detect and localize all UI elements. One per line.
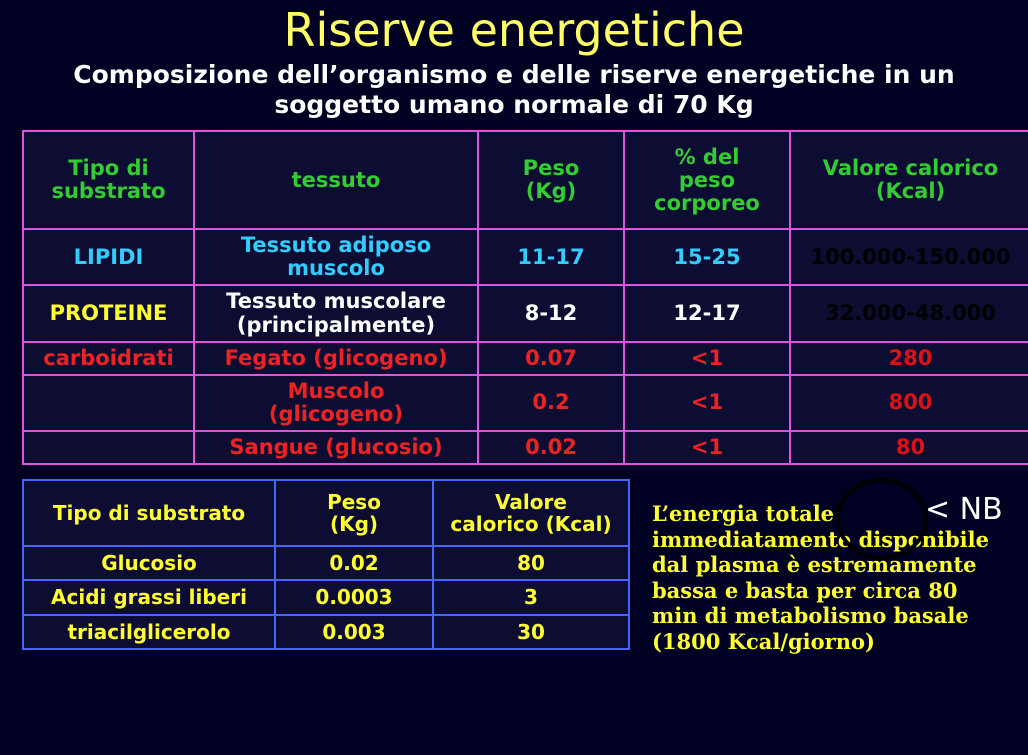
cell-calorie-fegato <box>790 342 1028 375</box>
sub-table-header-row <box>23 480 629 546</box>
cell-percentuale-lipidi <box>624 229 790 285</box>
value-peso: 8-12 <box>524 301 578 326</box>
sub-header-peso <box>275 480 433 546</box>
value-percentuale: <1 <box>690 345 724 370</box>
sub-header-substrato-label: Tipo di substrato <box>52 500 246 525</box>
sub-cell-substrato-glucosio: Glucosio <box>23 546 275 580</box>
cell-tessuto-lipidi <box>194 229 478 285</box>
sub-header-valore-line2: calorico (Kcal) <box>450 512 612 537</box>
table-header-row <box>23 131 1028 229</box>
table-row <box>23 431 1028 464</box>
table-row <box>23 375 1028 431</box>
cell-calorie-sangue <box>790 431 1028 464</box>
cell-tessuto-sangue <box>194 431 478 464</box>
page-title: Riserve energetiche <box>283 3 745 57</box>
value-percentuale: 12-17 <box>673 301 741 326</box>
value-percentuale: <1 <box>690 390 724 415</box>
cell-tessuto-muscolo <box>194 375 478 431</box>
sub-cell-peso-glucosio: 0.02 <box>275 546 433 580</box>
table-row <box>23 580 629 614</box>
table-row <box>23 229 1028 285</box>
table-row <box>23 615 629 649</box>
sub-header-valore <box>433 480 629 546</box>
sub-header-peso-line1: Peso <box>327 489 381 514</box>
sub-cell-substrato-acidi: Acidi grassi liberi <box>23 580 275 614</box>
header-tessuto-label: tessuto <box>291 167 381 192</box>
sub-header-peso-line2: (Kg) <box>329 512 379 537</box>
cell-peso-proteine <box>478 285 624 341</box>
nb-annotation-label: < NB <box>925 492 1003 527</box>
value-calorie: 800 <box>888 390 933 415</box>
cell-substrato-carboidrati <box>23 342 194 375</box>
value-calorie: 280 <box>888 345 933 370</box>
cell-peso-fegato <box>478 342 624 375</box>
value-peso: 11-17 <box>517 244 585 269</box>
table-row <box>23 342 1028 375</box>
header-peso <box>478 131 624 229</box>
sub-cell-calorie-acidi: 3 <box>433 580 629 614</box>
header-peso-line1: Peso <box>522 156 580 181</box>
sub-header-substrato <box>23 480 275 546</box>
value-tessuto-line1: Sangue (glucosio) <box>229 434 443 459</box>
value-peso: 0.07 <box>525 345 577 370</box>
sub-header-valore-line1: Valore <box>495 489 567 514</box>
energy-reserves-table <box>22 130 1028 465</box>
cell-substrato-empty-1 <box>23 375 194 431</box>
value-substrato: carboidrati <box>43 345 174 370</box>
value-tessuto-line2: (principalmente) <box>236 312 436 337</box>
value-calorie: 100.000-150.000 <box>810 244 1011 269</box>
plasma-substrates-table <box>22 479 630 650</box>
header-substrato-line2: substrato <box>51 179 166 204</box>
header-peso-line2: (Kg) <box>525 179 577 204</box>
cell-calorie-proteine <box>790 285 1028 341</box>
cell-percentuale-sangue <box>624 431 790 464</box>
value-tessuto-line1: Tessuto muscolare <box>226 289 446 314</box>
value-peso: 0.02 <box>525 434 577 459</box>
page-subtitle: Composizione dell’organismo e delle riserve energetiche in un soggetto umano normale di 70 Kg <box>73 60 955 119</box>
sub-cell-peso-triacilglicerolo: 0.003 <box>275 615 433 649</box>
main-table-container <box>22 130 1011 465</box>
sub-cell-calorie-triacilglicerolo: 30 <box>433 615 629 649</box>
explanatory-note: L’energia totale immediatamente disponibile dal plasma è estremamente bassa e basta per circa 80 min di metabolismo basale (1800 Kcal/giorno) <box>652 501 989 655</box>
cell-percentuale-fegato <box>624 342 790 375</box>
value-tessuto-line1: Fegato (glicogeno) <box>224 345 448 370</box>
header-percentuale-line2: peso <box>678 167 736 192</box>
header-valore-line1: Valore calorico <box>822 156 999 181</box>
value-tessuto-line2: muscolo <box>287 256 385 281</box>
value-substrato: PROTEINE <box>49 301 168 326</box>
cell-tessuto-fegato <box>194 342 478 375</box>
value-calorie: 32.000-48.000 <box>825 301 996 326</box>
cell-percentuale-proteine <box>624 285 790 341</box>
cell-substrato-empty-2 <box>23 431 194 464</box>
value-peso: 0.2 <box>532 390 570 415</box>
header-valore-calorico <box>790 131 1028 229</box>
table-row <box>23 285 1028 341</box>
cell-percentuale-muscolo <box>624 375 790 431</box>
cell-tessuto-proteine <box>194 285 478 341</box>
header-substrato <box>23 131 194 229</box>
value-tessuto-line1: Muscolo <box>287 378 385 403</box>
value-tessuto-line1: Tessuto adiposo <box>240 233 432 258</box>
cell-substrato-lipidi <box>23 229 194 285</box>
header-percentuale <box>624 131 790 229</box>
cell-peso-sangue <box>478 431 624 464</box>
header-tessuto <box>194 131 478 229</box>
sub-cell-substrato-triacilglicerolo: triacilglicerolo <box>23 615 275 649</box>
header-percentuale-line1: % del <box>674 144 740 169</box>
cell-calorie-muscolo <box>790 375 1028 431</box>
cell-peso-lipidi <box>478 229 624 285</box>
sub-cell-peso-acidi: 0.0003 <box>275 580 433 614</box>
value-calorie: 80 <box>895 434 926 459</box>
bottom-section <box>22 479 1006 655</box>
cell-substrato-proteine <box>23 285 194 341</box>
value-substrato: LIPIDI <box>73 244 144 269</box>
sub-cell-calorie-glucosio: 80 <box>433 546 629 580</box>
cell-calorie-lipidi <box>790 229 1028 285</box>
table-row <box>23 546 629 580</box>
value-percentuale: <1 <box>690 434 724 459</box>
header-substrato-line1: Tipo di <box>68 156 149 181</box>
header-percentuale-line3: corporeo <box>654 190 760 215</box>
value-tessuto-line2: (glicogeno) <box>268 401 404 426</box>
cell-peso-muscolo <box>478 375 624 431</box>
header-valore-line2: (Kcal) <box>875 179 946 204</box>
value-percentuale: 15-25 <box>673 244 741 269</box>
